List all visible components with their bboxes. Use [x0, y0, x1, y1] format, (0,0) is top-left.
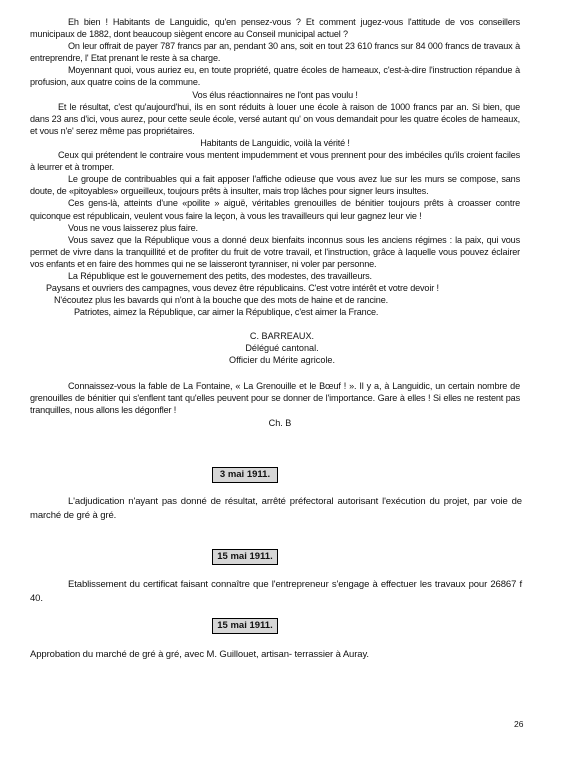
paragraph: Moyennant quoi, vous auriez eu, en toute propriété, quatre écoles de hameaux, c'est-à-dire l'instruction répandue à profusion, aux quatre coins de la commune. [30, 65, 520, 88]
paragraph: Connaissez-vous la fable de La Fontaine, « La Grenouille et le Bœuf ! ». Il y a, à Languidic, un certain nombre de grenouilles de bénitier qui s'enflent tant qu'elles peuvent pour se donner de l'importance. Gare à elles ! Si elles ne restent pas tranquilles, nous allons les dégonfler ! [30, 381, 520, 416]
paragraph: La République est le gouvernement des petits, des modestes, des travailleurs. [68, 270, 372, 281]
paragraph: Eh bien ! Habitants de Languidic, qu'en pensez-vous ? Et comment jugez-vous l'attitude de vos conseillers municipaux de 1882, dont beaucoup siègent encore au Conseil municipal actuel ? [30, 17, 520, 40]
paragraph: On leur offrait de payer 787 francs par an, pendant 30 ans, soit en tout 23 610 francs sur 84 000 francs de travaux à entreprendre, l' Etat prenant le reste à sa charge. [30, 41, 520, 64]
date-heading: 15 mai 1911. [212, 549, 278, 565]
postscript-signature: Ch. B [268, 418, 292, 428]
paragraph: Vous ne vous laisserez plus faire. [68, 222, 198, 233]
page-number: 26 [514, 719, 524, 729]
signature-title: Officier du Mérite agricole. [229, 355, 335, 366]
date-heading: 3 mai 1911. [212, 467, 278, 483]
paragraph: Habitants de Languidic, voilà la vérité ! [200, 137, 350, 148]
paragraph: Etablissement du certificat faisant connaître que l'entrepreneur s'engage à effectuer les travaux pour 26867 f 40. [30, 579, 522, 604]
paragraph: Vos élus réactionnaires ne l'ont pas voulu ! [192, 89, 358, 100]
postscript [30, 380, 520, 416]
paragraph: L'adjudication n'ayant pas donné de résultat, arrêté préfectoral autorisant l'exécution du projet, par voie de marché de gré à gré. [30, 496, 522, 521]
paragraph: Paysans et ouvriers des campagnes, vous devez être républicains. C'est votre intérêt et votre devoir ! [46, 283, 439, 294]
paragraph: Approbation du marché de gré à gré, avec M. Guillouet, artisan- terrassier à Auray. [30, 649, 369, 660]
paragraph: Et le résultat, c'est qu'aujourd'hui, ils en sont réduits à louer une école à raison de 1000 francs par an. Si bien, que dans 23 ans d'ici, vous aurez, pour cette seule école, versé autant qu' on vous demandait pour les quatre écoles de hameaux, et vous n'e' serez même pas propriétaires. [30, 101, 520, 136]
paragraph: Le groupe de contribuables qui a fait apposer l'affiche odieuse que vous avez lue sur les murs se compose, sans doute, de «pitoyables» orgueilleux, toujours prêts à insulter, mais trop lâches pour signer leurs insultes. [30, 174, 520, 197]
paragraph: Ceux qui prétendent le contraire vous mentent impudemment et vous prennent pour des imbéciles qu'ils croient faciles à leurrer et à tromper. [30, 150, 520, 173]
paragraph: Patriotes, aimez la République, car aimer la République, c'est aimer la France. [74, 307, 379, 318]
entry-text [30, 578, 522, 605]
entry-text [30, 648, 522, 662]
signature-name: C. BARREAUX. [249, 331, 315, 341]
paragraph: Ces gens-là, atteints d'une «poilite » aiguë, véritables grenouilles de bénitier toujours prêts à croasser contre quiconque est républicain, veulent vous faire la leçon, à vous les travailleurs qui leur gagnez leur vie ! [30, 198, 520, 221]
date-heading: 15 mai 1911. [212, 618, 278, 634]
signature-block [182, 330, 382, 366]
signature-title: Délégué cantonal. [245, 343, 319, 354]
letter-body [30, 16, 520, 318]
paragraph: Vous savez que la République vous a donné deux bienfaits inconnus sous les anciens régimes : la paix, qui vous permet de vivre dans la tranquillité et de profiter du fruit de votre travail, et l'instruction, grâce à laquelle vous pouvez éclairer vos enfants et en faire des hommes qui ne se laisseront tyranniser, ni voler par personne. [30, 234, 520, 269]
entry-text [30, 495, 522, 522]
paragraph: N'écoutez plus les bavards qui n'ont à la bouche que des mots de haine et de rancine. [54, 295, 388, 306]
